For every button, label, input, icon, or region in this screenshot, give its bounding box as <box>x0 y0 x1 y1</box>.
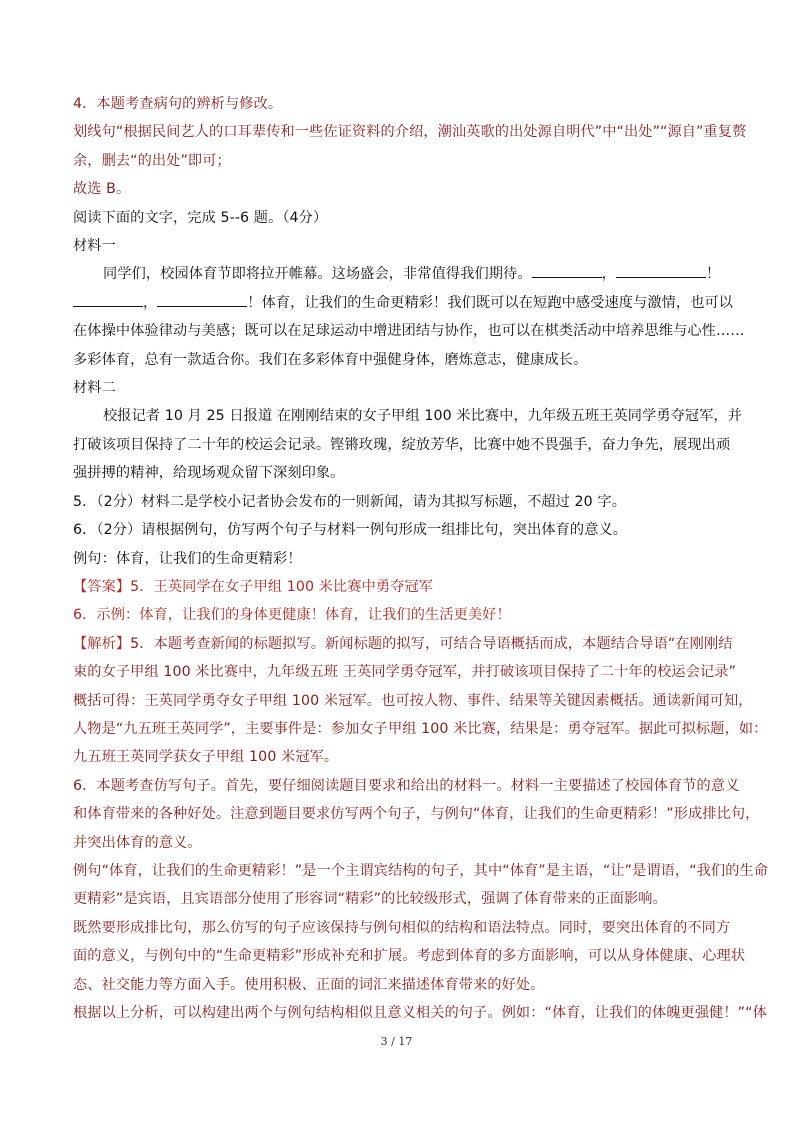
material-2-title: 材料二 <box>73 380 116 397</box>
analysis-5-line-4: 人物是“九五班王英同学”，主要事件是：参加女子甲组 100 米比赛，结果是：勇夺冠军。据此可拟标题，如： <box>73 720 768 737</box>
material-2-line-1: 校报记者 10 月 25 日报道 在刚刚结束的女子甲组 100 米比赛中，九年级五班王英同学勇夺冠军，并 <box>103 408 743 425</box>
material-1-line-1 <box>73 260 753 288</box>
material-1-line-2 <box>73 289 753 317</box>
fill-blank <box>73 289 143 307</box>
punct: ， <box>143 294 158 311</box>
material-2-line-2: 打破该项目保持了二十年的校运会记录。铿锵玫瑰，绽放芳华，比赛中她不畏强手，奋力争先，展现出顽 <box>73 436 731 453</box>
punct: ， <box>601 266 616 283</box>
q4-line-2: 余，删去“的出处”即可； <box>73 152 231 169</box>
fill-blank <box>157 289 247 307</box>
analysis-5-line-1 <box>73 630 753 658</box>
analysis-6-line-5: 更精彩”是宾语，且宾语部分使用了形容词“精彩”的比较级形式，强调了体育带来的正面影响。 <box>73 891 667 908</box>
material-1-title: 材料一 <box>73 238 116 255</box>
analysis-6-line-9: 根据以上分析，可以构建出两个与例句结构相似且意义相关的句子。例如：“体育，让我们的体魄更强健！”“体 <box>73 1005 767 1021</box>
analysis-tag: 【解析】 <box>73 635 131 652</box>
analysis-6-line-6: 既然要形成排比句，那么仿写的句子应该保持与例句相似的结构和语法特点。同时，要突出体育的不同方 <box>73 919 731 936</box>
q4-choice: 故选 B。 <box>73 181 131 198</box>
analysis-6-line-3: 并突出体育的意义。 <box>73 834 202 851</box>
analysis-6-line-2: 和体育带来的各种好处。注意到题目要求仿写两个句子，与例句“体育，让我们的生命更精彩！”形成排比句， <box>73 806 760 823</box>
fill-blank <box>532 260 602 278</box>
page-number: 3 / 17 <box>380 1035 413 1048</box>
material-1-text: 同学们，校园体育节即将拉开帷幕。这场盛会，非常值得我们期待。 <box>103 266 532 283</box>
q4-line-1: 划线句“根据民间艺人的口耳辈传和一些佐证资料的介绍，潮汕英歌的出处源自明代”中“出处”“源自”重复赘 <box>73 124 747 141</box>
material-1-text: ！体育，让我们的生命更精彩！我们既可以在短跑中感受速度与激情，也可以 <box>247 294 734 311</box>
answer-tag: 【答案】 <box>73 578 131 595</box>
analysis-6-line-8: 态、社交能力等方面入手。使用积极、正面的词汇来描述体育带来的好处。 <box>73 976 545 993</box>
material-1-line-4: 多彩体育，总有一款适合你。我们在多彩体育中强健身体，磨炼意志，健康成长。 <box>73 351 588 368</box>
answer-5 <box>73 573 753 601</box>
question-4-analysis <box>73 90 769 1027</box>
example-sentence: 例句：体育，让我们的生命更精彩！ <box>73 550 302 567</box>
punct: ！ <box>705 266 721 283</box>
analysis-6-line-1: 6．本题考查仿写句子。首先，要仔细阅读题目要求和给出的材料一。材料一主要描述了校园体育节的意义 <box>73 777 740 794</box>
material-2-line-3: 强拼搏的精神，给现场观众留下深刻印象。 <box>73 465 345 482</box>
question-6: 6．（2分）请根据例句，仿写两个句子与材料一例句形成一组排比句，突出体育的意义。 <box>73 522 628 539</box>
analysis-6-line-7: 面的意义，与例句中的“生命更精彩”形成补充和扩展。考虑到体育的多方面影响，可以从身体健康、心理状 <box>73 948 746 965</box>
analysis-5-text: 5．本题考查新闻的标题拟写。新闻标题的拟写，可结合导语概括而成，本题结合导语“在刚刚结 <box>130 635 733 652</box>
fill-blank <box>616 260 706 278</box>
analysis-6-line-4: 例句“体育，让我们的生命更精彩！”是一个主谓宾结构的句子，其中“体育”是主语，“让”是谓语，“我们的生命 <box>73 862 769 879</box>
q4-heading: 4．本题考查病句的辨析与修改。 <box>73 96 283 112</box>
analysis-5-line-3: 概括可得：王英同学勇夺女子甲组 100 米冠军。也可按人物、事件、结果等关键因素概括。通读新闻可知， <box>73 692 753 709</box>
question-5: 5．（2分）材料二是学校小记者协会发布的一则新闻，请为其拟写标题，不超过 20 字。 <box>73 493 626 510</box>
reading-intro: 阅读下面的文字，完成 5--6 题。（4分） <box>73 209 328 226</box>
analysis-5-line-5: 九五班王英同学获女子甲组 100 米冠军。 <box>73 749 339 766</box>
answer-6: 6．示例：体育，让我们的身体更健康！体育，让我们的生活更美好！ <box>73 607 511 624</box>
answer-5-text: 5．王英同学在女子甲组 100 米比赛中勇夺冠军 <box>130 578 434 595</box>
material-1-line-3: 在体操中体验律动与美感；既可以在足球运动中增进团结与协作，也可以在棋类活动中培养思维与心性…… <box>73 323 745 340</box>
analysis-5-line-2: 束的女子甲组 100 米比赛中，九年级五班 王英同学勇夺冠军，并打破该项目保持了二十年的校运会记录” <box>73 664 737 681</box>
